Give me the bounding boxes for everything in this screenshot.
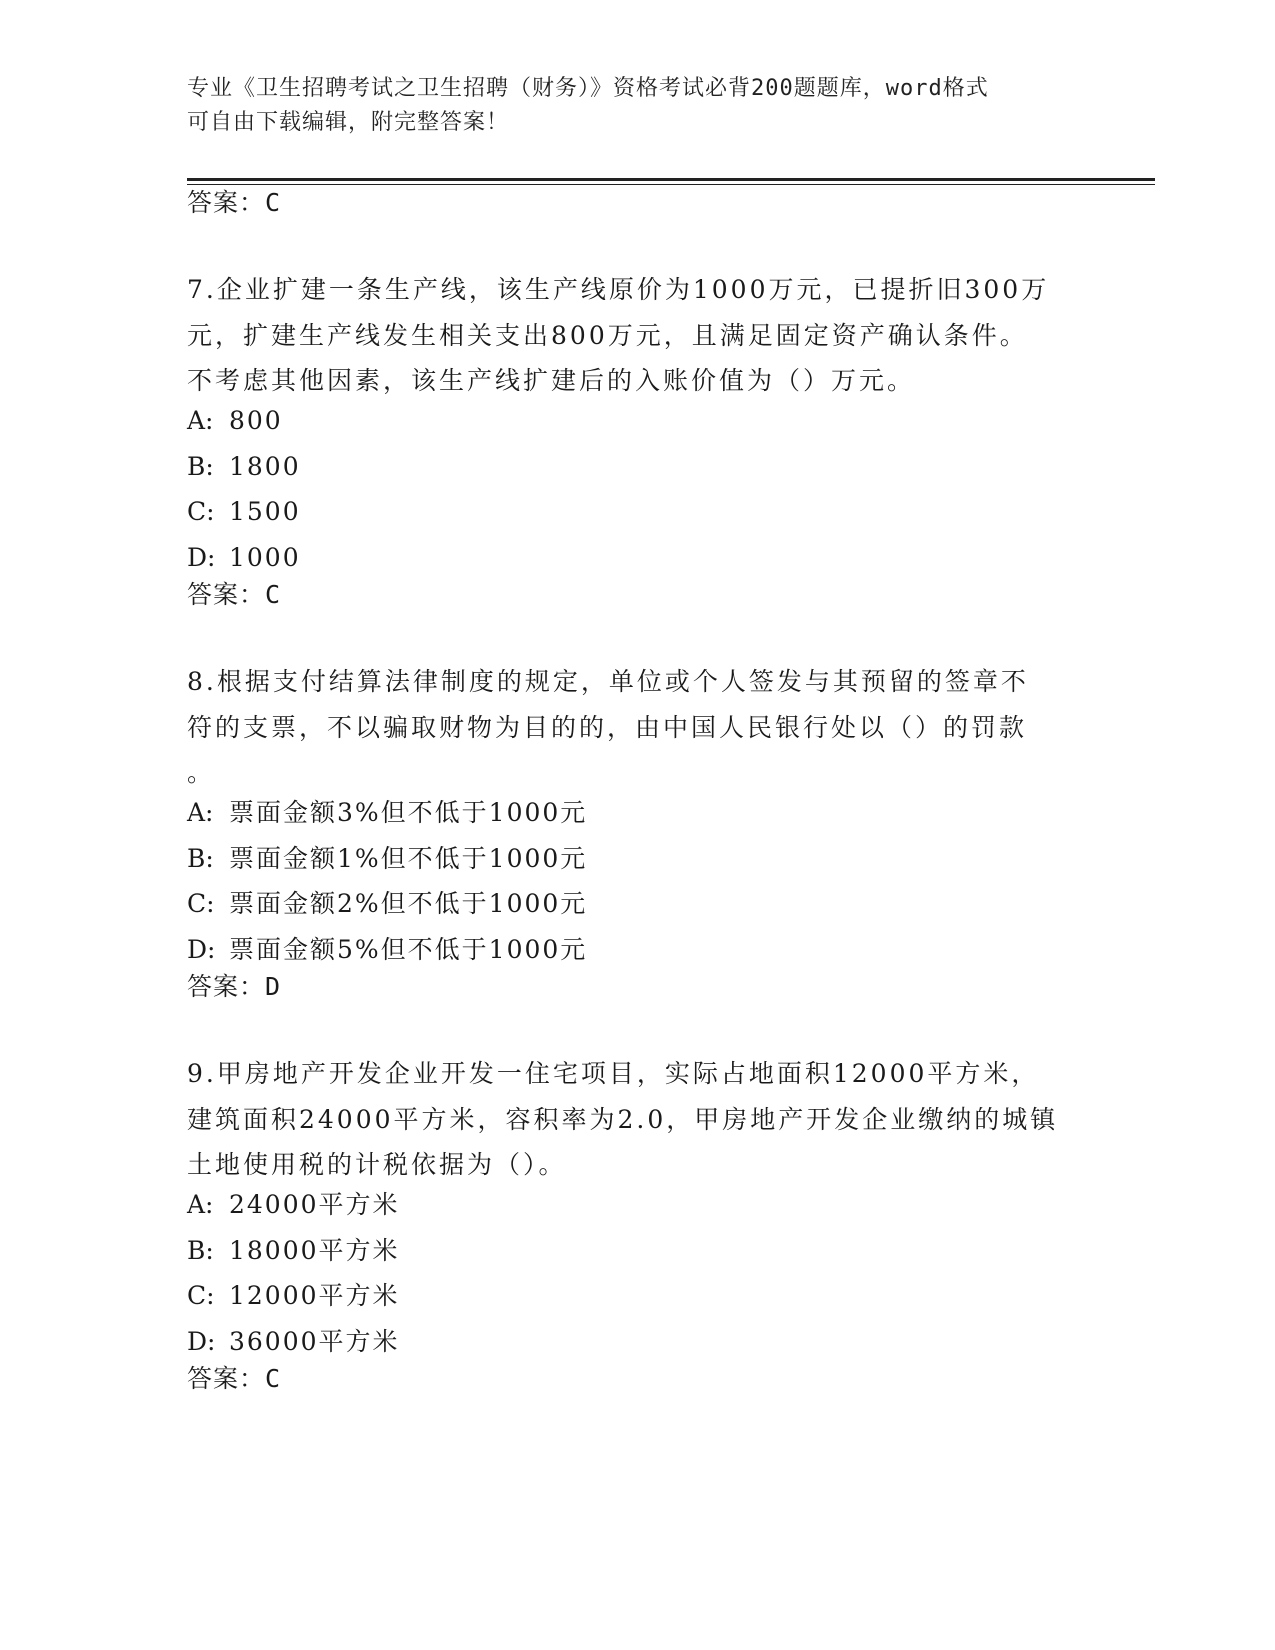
option-label: A: xyxy=(187,1190,214,1219)
question-9-options xyxy=(187,1182,887,1364)
option-text: 票面金额3%但不低于1000元 xyxy=(229,798,588,827)
option-text: 1800 xyxy=(229,451,301,481)
option-a xyxy=(187,1182,887,1228)
option-label: D: xyxy=(187,934,216,964)
option-d xyxy=(187,535,887,581)
question-7-options xyxy=(187,398,887,580)
question-text-line: 元，扩建生产线发生相关支出800万元，且满足固定资产确认条件。 xyxy=(187,320,1028,350)
option-text: 票面金额2%但不低于1000元 xyxy=(229,889,588,918)
question-8-answer: 答案：D xyxy=(187,972,282,1001)
option-b xyxy=(187,836,887,882)
question-7 xyxy=(187,267,1087,404)
question-text-line: 8.根据支付结算法律制度的规定，单位或个人签发与其预留的签章不 xyxy=(187,667,1029,696)
option-label: D: xyxy=(187,1326,216,1356)
option-label: A: xyxy=(187,406,214,435)
question-text-line: 土地使用税的计税依据为（）。 xyxy=(187,1150,567,1179)
question-text-line: 符的支票，不以骗取财物为目的的，由中国人民银行处以（）的罚款 xyxy=(187,712,1028,742)
question-text-line: 7.企业扩建一条生产线，该生产线原价为1000万元，已提折旧300万 xyxy=(187,275,1050,304)
document-header xyxy=(187,72,1087,140)
option-text: 36000平方米 xyxy=(229,1326,400,1356)
option-label: D: xyxy=(187,542,216,572)
question-text-line: 不考虑其他因素，该生产线扩建后的入账价值为（）万元。 xyxy=(187,366,916,395)
option-label: C: xyxy=(187,1281,215,1310)
option-c xyxy=(187,489,887,535)
option-text: 18000平方米 xyxy=(229,1235,400,1265)
option-text: 1500 xyxy=(229,497,301,526)
option-d xyxy=(187,1319,887,1365)
option-label: C: xyxy=(187,497,215,526)
previous-question-answer: 答案：C xyxy=(187,188,282,217)
option-d xyxy=(187,927,887,973)
option-text: 1000 xyxy=(229,542,301,572)
option-text: 12000平方米 xyxy=(229,1281,400,1310)
question-text-line: 。 xyxy=(187,758,216,787)
option-text: 票面金额5%但不低于1000元 xyxy=(229,934,588,964)
header-divider-thin xyxy=(187,184,1155,185)
option-label: B: xyxy=(187,1235,214,1265)
option-a xyxy=(187,398,887,444)
option-a xyxy=(187,790,887,836)
header-line-2: 可自由下载编辑，附完整答案！ xyxy=(187,110,510,135)
question-8-options xyxy=(187,790,887,972)
option-label: C: xyxy=(187,889,215,918)
option-c xyxy=(187,1273,887,1319)
option-c xyxy=(187,881,887,927)
option-text: 24000平方米 xyxy=(229,1190,400,1219)
question-8 xyxy=(187,659,1087,796)
question-9-answer: 答案：C xyxy=(187,1364,282,1393)
question-9 xyxy=(187,1051,1087,1188)
option-label: A: xyxy=(187,798,214,827)
option-b xyxy=(187,444,887,490)
option-label: B: xyxy=(187,843,214,873)
question-text-line: 9.甲房地产开发企业开发一住宅项目，实际占地面积12000平方米， xyxy=(187,1059,1040,1088)
option-text: 票面金额1%但不低于1000元 xyxy=(229,843,588,873)
question-text-line: 建筑面积24000平方米，容积率为2.0，甲房地产开发企业缴纳的城镇 xyxy=(187,1104,1059,1134)
header-divider-thick xyxy=(187,178,1155,181)
option-label: B: xyxy=(187,451,214,481)
question-7-answer: 答案：C xyxy=(187,580,282,609)
option-text: 800 xyxy=(229,406,283,435)
option-b xyxy=(187,1228,887,1274)
header-line-1: 专业《卫生招聘考试之卫生招聘（财务）》资格考试必背200题题库，word格式 xyxy=(187,76,989,101)
